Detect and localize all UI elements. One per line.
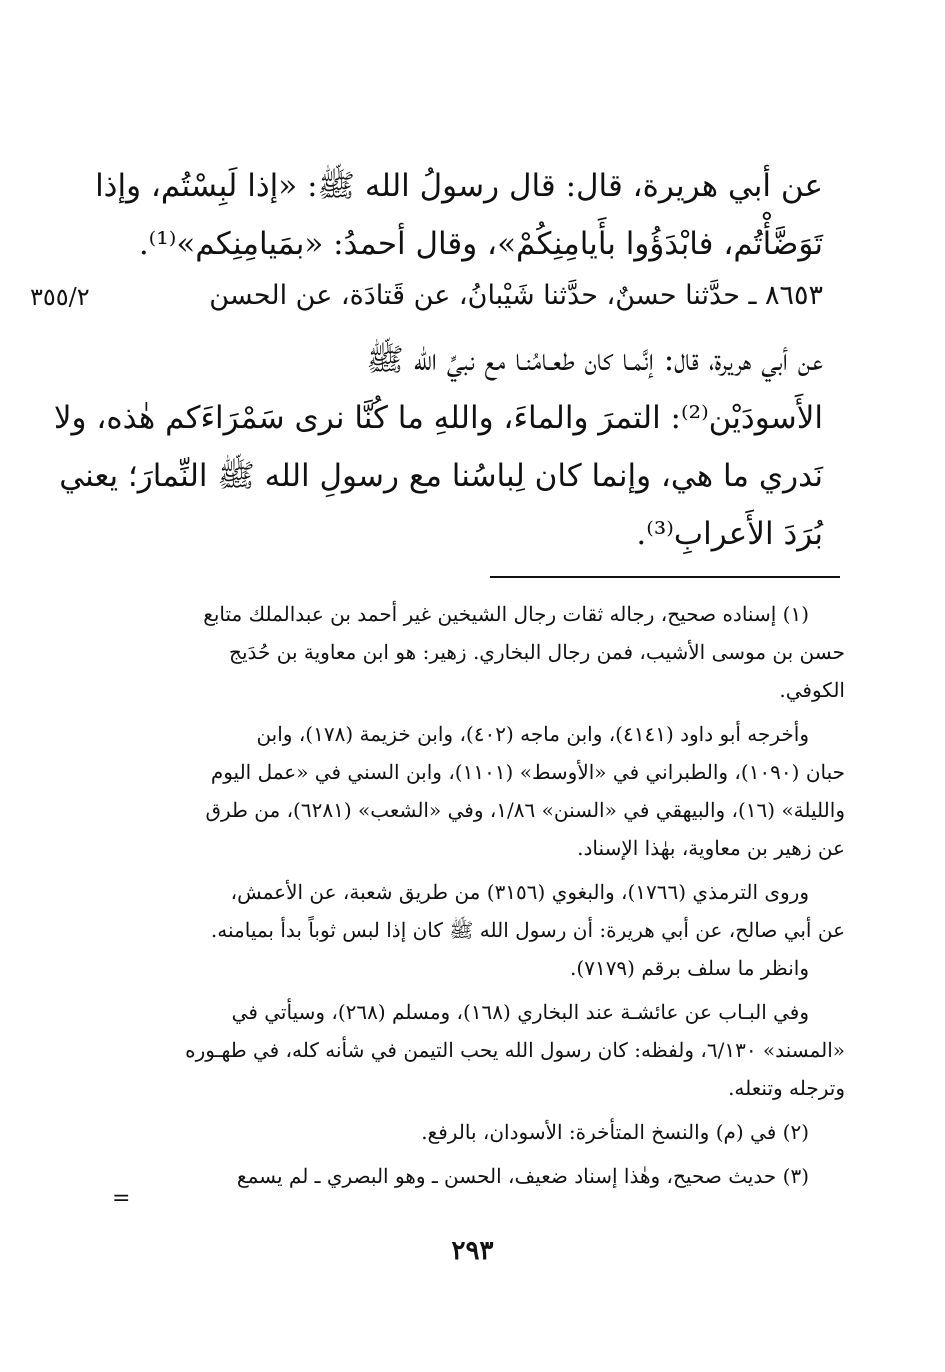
footnote-1-p2-line: حبان (١٠٩٠)، والطبراني في «الأوسط» (١١٠١)، وابن السني في «عمل اليوم	[210, 760, 845, 784]
footnote-1-p2-line: والليلة» (١٦)، والبيهقي في «السنن» ١/٨٦، وفي «الشعب» (٦٢٨١)، من طرق	[205, 798, 845, 822]
footnote-1-p3-line: عن أبي صالح، عن أبي هريرة: أن رسول الله ﷺ كان إذا لبس ثوباً بدأ بميامنه.	[210, 918, 845, 942]
hadith-8653-line-4: بُرَدَ الأَعرابِ⁽³⁾.	[636, 516, 823, 552]
footnote-1-paragraph-4	[100, 993, 845, 1107]
hadith-8652-line-1: عن أبي هريرة، قال: قال رسولُ الله ﷺ: «إذا لَبِسْتُم، وإذا	[95, 168, 823, 204]
footnote-3-line: (٣) حديث صحيح، وهٰذا إسناد ضعيف، الحسن ـ وهو البصري ـ لم يسمع	[236, 1164, 809, 1188]
footnote-3	[100, 1157, 845, 1195]
footnote-1-p3-line: وروى الترمذي (١٧٦٦)، والبغوي (٣١٥٦) من طريق شعبة، عن الأعمش،	[230, 880, 809, 904]
footnote-1-p4-line: وترجله وتنعله.	[728, 1076, 845, 1100]
footnote-separator-line	[490, 576, 840, 578]
hadith-8652-text	[95, 157, 823, 273]
hadith-8653-line-1: عن أبي هريرة، قال: إنَّمـا كان طعـامُنـا مع نبيِّ الله ﷺ	[366, 342, 823, 378]
margin-volume-page-reference: ٣٥٥/٢	[30, 283, 90, 311]
footnote-1	[100, 595, 845, 709]
hadith-8653-line-2: الأَسودَيْن⁽²⁾: التمرَ والماءَ، واللهِ ما كُنَّا نرى سَمْرَاءَكم هٰذه، ولا	[53, 400, 823, 436]
footnote-1-p4-line: «المسند» ٦/١٣٠، ولفظه: كان رسول الله يحب التيمن في شأنه كله، في طهـوره	[185, 1038, 845, 1062]
footnote-1-line: الكوفي.	[779, 678, 845, 702]
hadith-8653-text	[53, 331, 823, 563]
footnote-1-p3-line: وانظر ما سلف برقم (٧١٧٩).	[570, 956, 809, 980]
hadith-8653-line-3: نَدري ما هي، وإنما كان لِباسُنا مع رسولِ الله ﷺ النِّمارَ؛ يعني	[59, 458, 823, 494]
footnote-2	[100, 1113, 845, 1151]
footnote-1-p2-line: عن زهير بن معاوية، بهٰذا الإسناد.	[577, 836, 845, 860]
hadith-8653-chain-header: ٨٦٥٣ ـ حدَّثنا حسنٌ، حدَّثنا شَيْبانُ، عن قَتادَة، عن الحسن	[209, 280, 823, 311]
footnote-1-p4-line: وفي البـاب عن عائشـة عند البخاري (١٦٨)، ومسلم (٢٦٨)، وسيأتي في	[231, 1000, 809, 1024]
footnote-2-line: (٢) في (م) والنسخ المتأخرة: الأسودان، بالرفع.	[421, 1120, 809, 1144]
page-number: ٢٩٣	[451, 1236, 494, 1266]
footnote-1-p2-line: وأخرجه أبو داود (٤١٤١)، وابن ماجه (٤٠٢)، وابن خزيمة (١٧٨)، وابن	[256, 722, 809, 746]
footnote-1-line: حسن بن موسى الأشيب، فمن رجال البخاري. زهير: هو ابن معاوية بن حُدَيج	[229, 640, 845, 664]
footnotes-section	[100, 595, 845, 1201]
footnote-1-line: (١) إسناده صحيح، رجاله ثقات رجال الشيخين غير أحمد بن عبدالملك متابع	[203, 602, 809, 626]
footnote-1-paragraph-3	[100, 873, 845, 987]
footnote-1-paragraph-2	[100, 715, 845, 867]
hadith-8652-line-2: تَوَضَّأْتُم، فابْدَؤُوا بأَيامِنِكُمْ»، وقال أحمدُ: «بمَيامِنِكم»⁽¹⁾.	[138, 226, 823, 262]
continuation-mark: =	[112, 1186, 131, 1211]
